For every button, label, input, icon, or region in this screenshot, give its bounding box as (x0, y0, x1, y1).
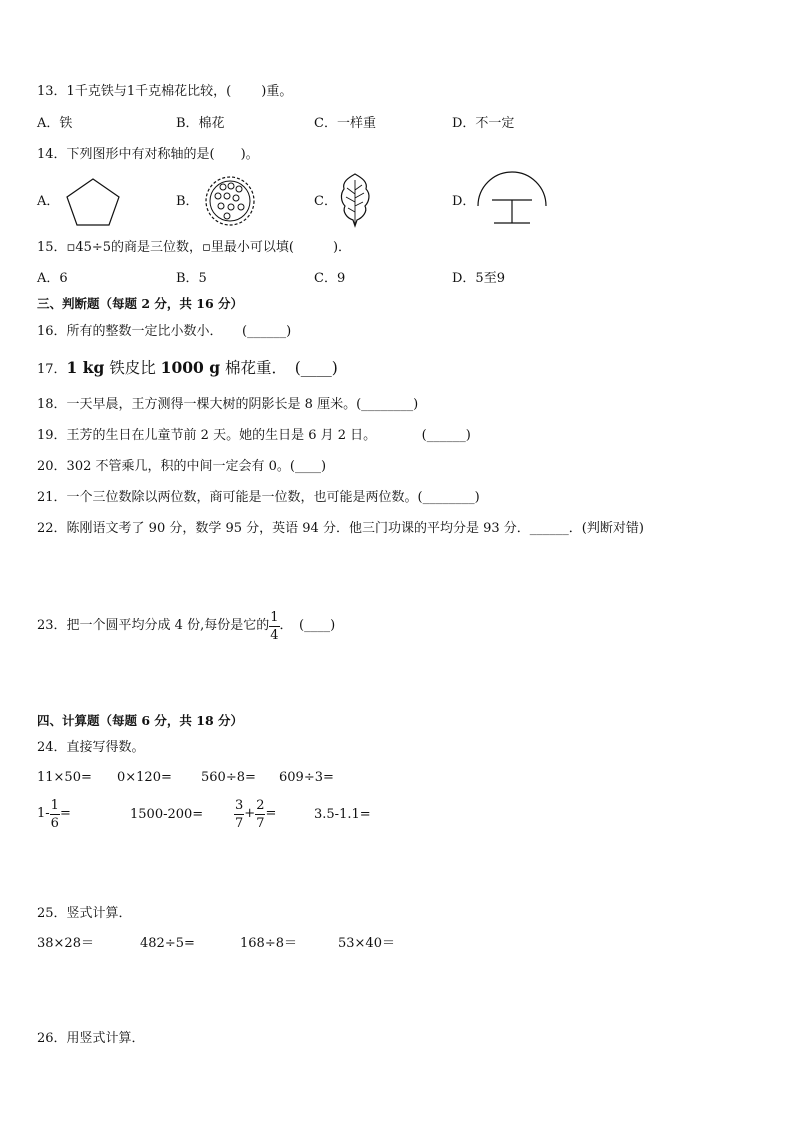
q25-item-4: 53×40＝ (338, 936, 395, 951)
q24-item-3: 560÷8= (201, 770, 256, 785)
q15-option-a: A．6 (37, 271, 68, 286)
q17-text-1: 铁皮比 (104, 359, 161, 377)
q24-item-1: 11×50= (37, 770, 92, 785)
q24-item-7-denominator-1: 7 (235, 815, 244, 831)
q23-denominator: 4 (270, 627, 279, 643)
q13-option-c: C．一样重 (314, 116, 376, 131)
q24-item-4: 609÷3= (279, 770, 334, 785)
q13-option-d: D．不一定 (452, 116, 515, 131)
question-18: 18．一天早晨，王方测得一棵大树的阴影长是 8 厘米。(________) (37, 397, 419, 412)
q24-item-7-fraction-2 (255, 797, 265, 832)
question-15-stem: 15．▫45÷5的商是三位数，▫里最小可以填( )． (37, 240, 352, 255)
leaf-icon (338, 172, 372, 228)
question-17 (37, 360, 338, 377)
q15-option-b: B．5 (176, 271, 207, 286)
q24-item-5-numerator: 1 (50, 797, 59, 813)
q24-item-2: 0×120= (117, 770, 172, 785)
question-21: 21．一个三位数除以两位数，商可能是一位数，也可能是两位数。(________) (37, 490, 480, 505)
question-20: 20．302 不管乘几，积的中间一定会有 0。(____) (37, 459, 327, 474)
question-26-stem: 26．用竖式计算． (37, 1031, 145, 1046)
q24-item-5-equals: = (59, 806, 71, 821)
question-13-stem: 13．1千克铁与1千克棉花比较，( )重。 (37, 84, 293, 99)
q25-item-2: 482÷5= (140, 936, 195, 951)
q17-weight-1: 1 kg (66, 358, 105, 377)
q25-item-3: 168÷8＝ (240, 936, 297, 951)
q23-text-before: 23．把一个圆平均分成 4 份,每份是它的 (37, 618, 270, 633)
q14-option-c-letter: C． (314, 194, 337, 209)
question-14-stem: 14．下列图形中有对称轴的是( )。 (37, 147, 259, 162)
q24-item-5 (37, 796, 71, 833)
arch-icon (476, 170, 548, 228)
q23-text-after: ． (____) (279, 618, 336, 633)
q17-number: 17． (37, 362, 67, 377)
q14-option-d-letter: D． (452, 194, 476, 209)
section-4-heading: 四、计算题（每题 6 分，共 18 分） (37, 713, 244, 728)
q24-item-7-denominator-2: 7 (256, 815, 265, 831)
q23-numerator: 1 (270, 609, 279, 625)
q24-item-7-numerator-1: 3 (235, 797, 244, 813)
q24-item-7 (234, 796, 276, 833)
q24-item-7-plus: + (244, 806, 256, 821)
q24-item-7-fraction-1 (234, 797, 244, 832)
q24-item-7-numerator-2: 2 (256, 797, 265, 813)
q14-option-b-letter: B． (176, 194, 199, 209)
q25-item-1: 38×28＝ (37, 936, 94, 951)
q15-option-d: D．5至9 (452, 271, 505, 286)
question-22: 22．陈刚语文考了 90 分，数学 95 分，英语 94 分．他三门功课的平均分是 93 分．______．(判断对错) (37, 521, 644, 536)
q15-option-c: C．9 (314, 271, 346, 286)
q24-item-7-equals: = (265, 806, 277, 821)
q24-item-6: 1500-200= (130, 807, 204, 822)
scalloped-circle-icon (203, 174, 257, 228)
q24-item-5-fraction (50, 797, 60, 832)
question-24-stem: 24．直接写得数。 (37, 740, 145, 755)
q13-option-b: B．棉花 (176, 116, 225, 131)
q24-item-8: 3.5-1.1= (314, 807, 371, 822)
q14-option-a-letter: A． (37, 194, 60, 209)
question-16: 16．所有的整数一定比小数小． (______) (37, 324, 292, 339)
q17-weight-2: 1000 g (160, 358, 221, 377)
q24-item-5-prefix: 1- (37, 806, 50, 821)
q24-item-5-denominator: 6 (50, 815, 59, 831)
pentagon-icon (64, 177, 122, 227)
q17-text-2: 棉花重． (____) (220, 359, 338, 377)
question-23 (37, 608, 335, 645)
section-3-heading: 三、判断题（每题 2 分，共 16 分） (37, 296, 244, 311)
question-19: 19．王芳的生日在儿童节前 2 天。她的生日是 6 月 2 日。 (______) (37, 428, 471, 443)
q13-option-a: A．铁 (37, 116, 73, 131)
q23-fraction (269, 609, 279, 644)
question-25-stem: 25．竖式计算． (37, 906, 132, 921)
